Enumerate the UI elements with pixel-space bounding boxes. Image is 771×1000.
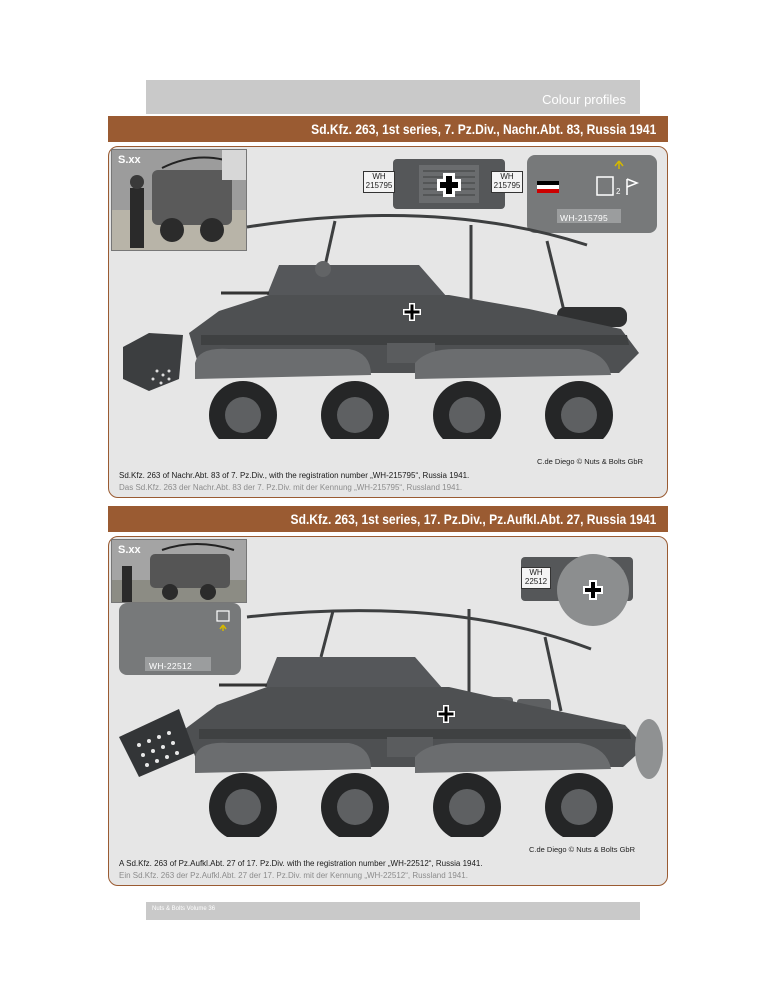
profile-title-1-text: Sd.Kfz. 263, 1st series, 7. Pz.Div., Nachr.Abt. 83, Russia 1941 (310, 121, 656, 137)
plate-left-top-1: WH (372, 172, 386, 181)
vehicle-profile-1 (109, 203, 667, 439)
plate-left-bottom-1: 215795 (365, 181, 393, 190)
profile-title-2-text: Sd.Kfz. 263, 1st series, 17. Pz.Div., Pz.Aufkl.Abt. 27, Russia 1941 (290, 511, 656, 527)
profile-title-1 (108, 116, 668, 142)
plate-top-2: WH (529, 568, 543, 577)
detail-plate-1: WH-215795 (560, 213, 609, 223)
wheels-2 (209, 773, 613, 837)
caption-german-2: Ein Sd.Kfz. 263 der Pz.Aufkl.Abt. 27 der 17. Pz.Div. mit der Kennung „WH-22512“, Russland 1941. (119, 871, 468, 880)
section-label: Colour profiles (542, 92, 626, 107)
license-plate-right-1 (491, 171, 523, 193)
plate-bottom-2: 22512 (524, 577, 548, 586)
photo-tag-2: S.xx (118, 544, 141, 556)
artist-credit-2: C.de Diego © Nuts & Bolts GbR (529, 845, 635, 854)
plate-right-top-1: WH (500, 172, 514, 181)
footer-text: Nuts & Bolts Volume 36 (152, 906, 216, 912)
license-plate-left-1 (363, 171, 395, 193)
caption-english-2: A Sd.Kfz. 263 of Pz.Aufkl.Abt. 27 of 17. Pz.Div. with the registration number „WH-22512“, Russia 1941. (119, 859, 483, 868)
rear-view-1 (393, 159, 505, 209)
footer-bar (146, 902, 640, 920)
profile-title-2 (108, 506, 668, 532)
header-bar (146, 80, 640, 114)
caption-german-1: Das Sd.Kfz. 263 der Nachr.Abt. 83 der 7. Pz.Div. mit der Kennung „WH-215795“, Russland 1941. (119, 483, 463, 492)
wheels-1 (209, 381, 613, 439)
photo-tag-1: S.xx (118, 154, 141, 166)
detail-plate-2: WH-22512 (149, 661, 193, 671)
rear-cross-1 (393, 159, 505, 209)
vehicle-profile-2 (109, 601, 667, 837)
detail-number-1: 2 (616, 187, 621, 196)
profile-panel-1 (108, 146, 668, 498)
artist-credit-1: C.de Diego © Nuts & Bolts GbR (537, 457, 643, 466)
caption-english-1: Sd.Kfz. 263 of Nachr.Abt. 83 of 7. Pz.Div., with the registration number „WH-215795“, Russia 1941. (119, 471, 470, 480)
plate-right-bottom-1: 215795 (493, 181, 521, 190)
profile-panel-2 (108, 536, 668, 886)
license-plate-2 (521, 567, 551, 589)
historical-photo-2 (111, 539, 247, 603)
